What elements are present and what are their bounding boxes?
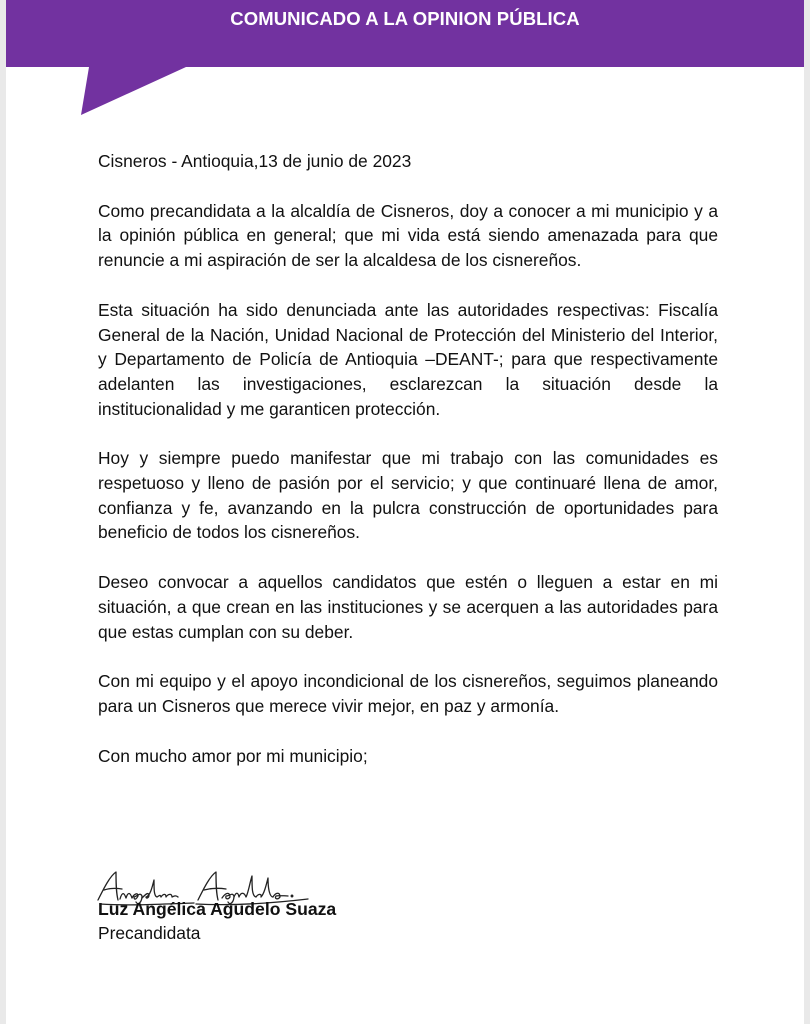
paragraph-1: Como precandidata a la alcaldía de Cisneros, doy a conocer a mi municipio y a la opinión pública en general; que mi vida está siendo amenazada para que renuncie a mi aspiración de ser la alcaldesa de los cisnereños. <box>98 200 718 271</box>
paragraph-3: Hoy y siempre puedo manifestar que mi trabajo con las comunidades es respetuoso y lleno de pasión por el servicio; y que continuaré llena de amor, confianza y fe, avanzando en la pulcra construcción de oportunidades para beneficio de todos los cisnereños. <box>98 448 718 543</box>
header-banner <box>6 0 804 120</box>
header-title: COMUNICADO A LA OPINION PÚBLICA <box>230 8 580 29</box>
paragraph-5: Con mi equipo y el apoyo incondicional de los cisnereños, seguimos planeando para un Cisneros que merece vivir mejor, en paz y armonía. <box>98 671 718 716</box>
paragraph-4: Deseo convocar a aquellos candidatos que estén o lleguen a estar en mi situación, a que crean en las instituciones y se acerquen a las autoridades para que estas cumplan con su deber. <box>98 572 718 642</box>
document-page <box>6 0 804 1024</box>
date-line: Cisneros - Antioquia,13 de junio de 2023 <box>98 151 412 171</box>
letter-body <box>98 149 718 768</box>
signer-name: Luz Angélica Agudelo Suaza <box>98 899 337 919</box>
closing-line: Con mucho amor por mi municipio; <box>98 745 368 766</box>
paragraph-2: Esta situación ha sido denunciada ante las autoridades respectivas: Fiscalía General de la Nación, Unidad Nacional de Protección del Ministerio del Interior, y Departamento de Policía de Antioquia –DEANT-; para que respectivamente adelanten las investigaciones, esclarezcan la situación desde la institucionalidad y me garanticen protección. <box>98 299 718 419</box>
signer-role: Precandidata <box>98 923 201 943</box>
